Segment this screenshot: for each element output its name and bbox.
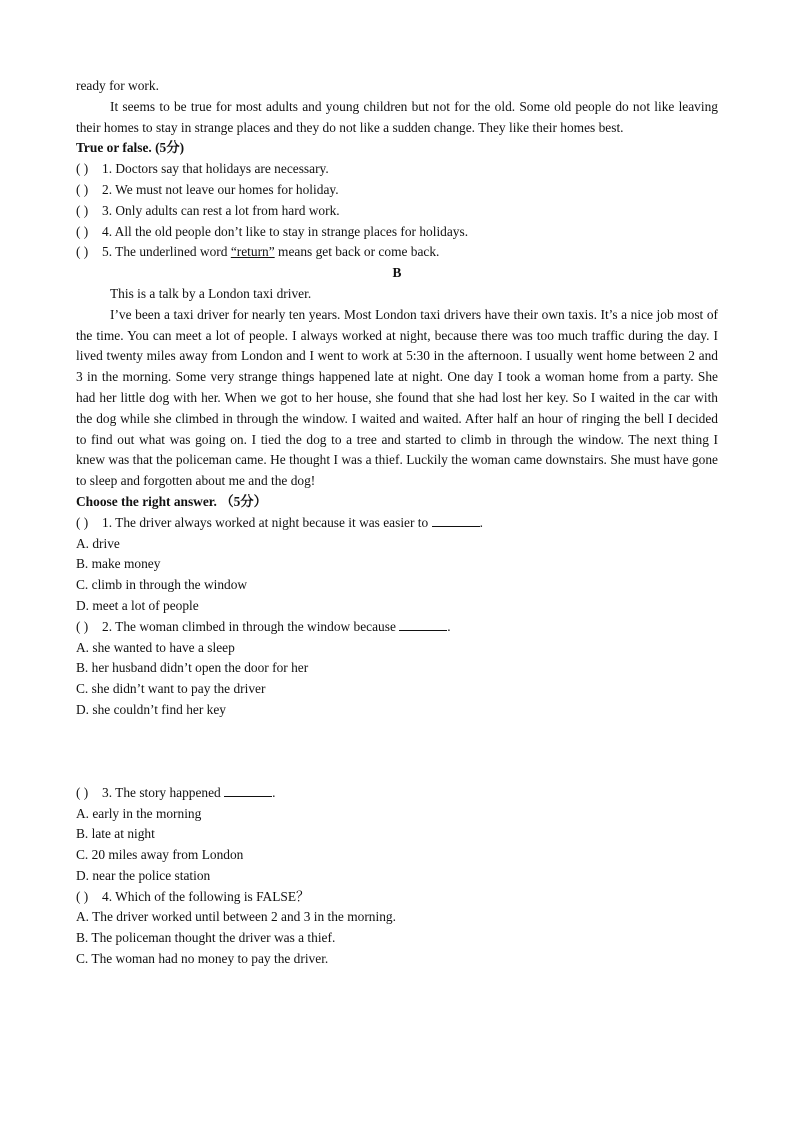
option-a: A. early in the morning (76, 805, 202, 821)
tf-item-2 (76, 180, 718, 201)
mc-question-3 (76, 783, 718, 804)
option-b: B. her husband didn’t open the door for her (76, 660, 309, 676)
page-gap (76, 721, 718, 783)
passage-b-label: B (392, 265, 402, 281)
answer-paren[interactable]: ( ) (76, 223, 89, 239)
option-c: C. she didn’t want to pay the driver (76, 681, 266, 697)
true-false-heading: True or false. (5分) (76, 140, 185, 156)
option-d: D. she couldn’t find her key (76, 701, 226, 717)
tf-item-text: 1. Doctors say that holidays are necessary. (102, 161, 329, 177)
answer-paren[interactable]: ( ) (76, 161, 89, 177)
option-a: A. she wanted to have a sleep (76, 639, 235, 655)
tf-item-text: 5. The underlined word (102, 244, 228, 260)
tf-item-text: 4. All the old people don’t like to stay in strange places for holidays. (102, 223, 469, 239)
answer-paren[interactable]: ( ) (76, 888, 89, 904)
tf-item-5 (76, 242, 718, 263)
answer-paren[interactable]: ( ) (76, 202, 89, 218)
answer-paren[interactable]: ( ) (76, 244, 89, 260)
mc-question-1 (76, 513, 718, 534)
answer-blank (224, 784, 272, 797)
question-stem: 4. Which of the following is FALSE？ (102, 888, 310, 904)
option-a: A. The driver worked until between 2 and 3 in the morning. (76, 909, 396, 925)
option-a: A. drive (76, 535, 120, 551)
question-stem: 2. The woman climbed in through the window because (102, 618, 396, 634)
passage-b-paragraph: I’ve been a taxi driver for nearly ten years. Most London taxi drivers have their own taxis. It’s a nice job most of the time. You can meet a lot of people. I always worked at night, because there was too much traffic during the day. I lived twenty miles away from London and I went to work at 5:30 in the afternoon. I usually went home between 2 and 3 in the morning. Some very strange things happened late at night. One day I took a woman home from a party. She had her little dog with her. When we got to her house, she found that she had lost her key. So I waited in the car with the dog while she climbed in through the window. I waited and waited. After half an hour of ringing the bell I decided to find out what was going on. I tied the dog to a tree and started to climb in through the window. The next thing I knew was that the policeman came. He thought I was a thief. Luckily the woman came downstairs. She must have gone to sleep and forgotten about me and the dog! (76, 306, 718, 489)
tf-item-3 (76, 201, 718, 222)
option-b: B. The policeman thought the driver was a thief. (76, 930, 336, 946)
option-c: C. 20 miles away from London (76, 847, 244, 863)
option-d: D. near the police station (76, 867, 211, 883)
question-end: . (479, 514, 483, 530)
option-b: B. make money (76, 556, 161, 572)
mc-question-2 (76, 617, 718, 638)
tf-item-text: 3. Only adults can rest a lot from hard work. (102, 202, 340, 218)
question-stem: 3. The story happened (102, 784, 221, 800)
mc-question-4 (76, 887, 718, 908)
tf-item-text: means get back or come back. (278, 244, 440, 260)
answer-blank (432, 514, 480, 527)
answer-paren[interactable]: ( ) (76, 181, 89, 197)
question-end: . (272, 784, 276, 800)
tf-item-quoted-word: “return” (230, 244, 275, 260)
tf-item-text: 2. We must not leave our homes for holiday. (102, 181, 339, 197)
tf-item-1 (76, 159, 718, 180)
exam-page (76, 76, 718, 970)
question-stem: 1. The driver always worked at night because it was easier to (102, 514, 429, 530)
option-d: D. meet a lot of people (76, 597, 199, 613)
answer-blank (399, 618, 447, 631)
passage-a-continuation: ready for work. (76, 78, 159, 93)
option-b: B. late at night (76, 826, 155, 842)
answer-paren[interactable]: ( ) (76, 784, 89, 800)
passage-b-intro: This is a talk by a London taxi driver. (110, 285, 312, 301)
answer-paren[interactable]: ( ) (76, 514, 89, 530)
tf-item-4 (76, 222, 718, 243)
question-end: . (447, 618, 451, 634)
option-c: C. climb in through the window (76, 577, 248, 593)
multiple-choice-heading: Choose the right answer. （5分） (76, 493, 268, 509)
option-c: C. The woman had no money to pay the driver. (76, 951, 329, 967)
passage-a-paragraph: It seems to be true for most adults and young children but not for the old. Some old people do not like leaving their homes to stay in strange places and they do not like a sudden change. They like their homes best. (76, 98, 718, 135)
answer-paren[interactable]: ( ) (76, 618, 89, 634)
